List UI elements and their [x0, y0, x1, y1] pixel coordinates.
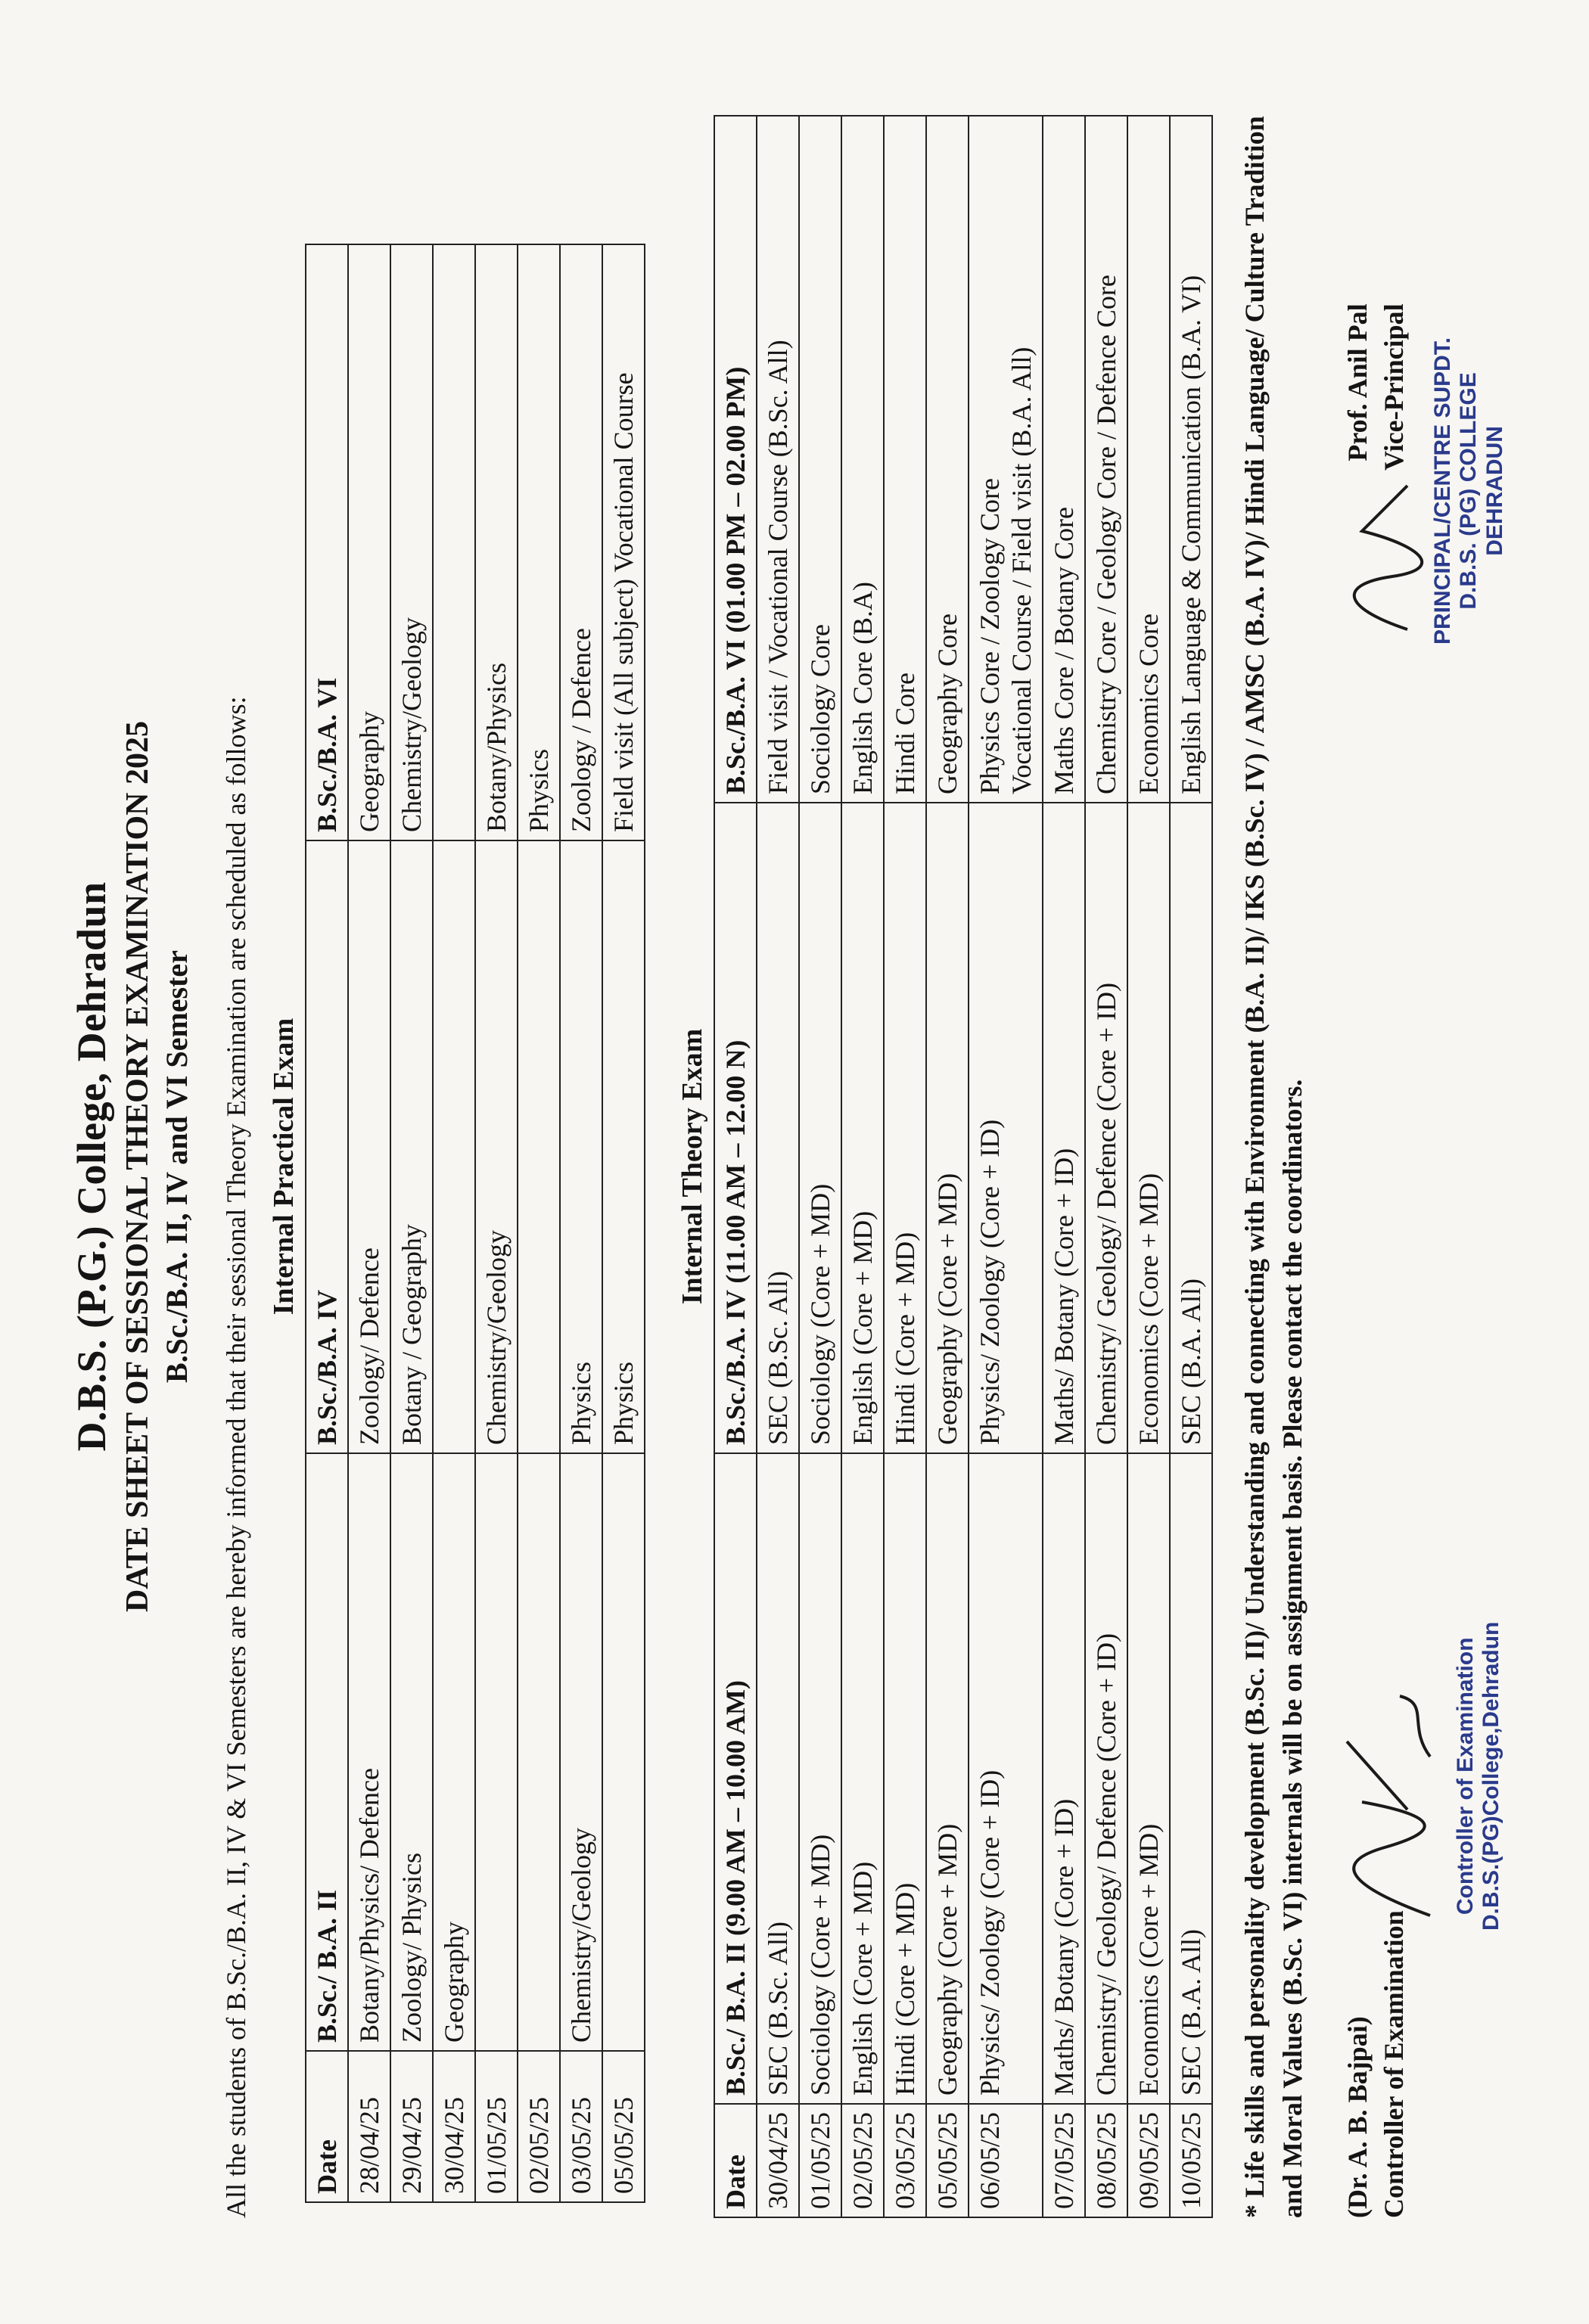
table-row [757, 116, 799, 2217]
table-cell: Hindi Core [884, 116, 926, 803]
table-row [841, 116, 884, 2217]
date-cell: 05/05/25 [602, 2051, 645, 2202]
assignment-note: * Life skills and personality development (B.Sc. II)/ Understanding and connecting with Environment (B.A. II)/ IKS (B.Sc. IV) / AMSC (B.A. IV)/ Hindi Language/ Culture Tradition and Moral Values (B.Sc. VI) internals will be on assignment basis. Please contact the coordinators. [1239, 116, 1308, 2218]
principal-name: Prof. Anil Pal [1342, 303, 1373, 461]
table-cell: Maths/ Botany (Core + ID) [1043, 1453, 1085, 2104]
table-cell: Chemistry Core / Geology Core / Defence Core [1085, 116, 1127, 803]
table-cell: Zoology/ Physics [390, 1453, 433, 2051]
table-row [884, 116, 926, 2217]
table-cell: English Core (B.A) [841, 116, 884, 803]
column-header: Date [306, 2051, 348, 2202]
table-row [602, 244, 645, 2202]
date-cell: 01/05/25 [475, 2051, 518, 2202]
table-cell: Geography (Core + MD) [926, 803, 969, 1453]
date-cell: 30/04/25 [433, 2051, 475, 2202]
table-cell: Hindi (Core + MD) [884, 803, 926, 1453]
controller-name: (Dr. A. B. Bajpai) [1342, 2016, 1373, 2218]
column-header: B.Sc./B.A. VI [306, 244, 348, 840]
practical-exam-table [305, 244, 645, 2203]
table-cell [433, 244, 475, 840]
table-cell: Zoology/ Defence [348, 840, 390, 1453]
table-cell: Chemistry/ Geology/ Defence (Core + ID) [1085, 1453, 1127, 2104]
table-cell: Economics (Core + MD) [1127, 1453, 1170, 2104]
table-row [799, 116, 841, 2217]
date-cell: 07/05/25 [1043, 2104, 1085, 2217]
theory-exam-table [714, 115, 1213, 2218]
table-cell: Geography [433, 1453, 475, 2051]
principal-role: Vice-Principal [1379, 303, 1410, 471]
table-row [1127, 116, 1170, 2217]
table-cell: Field visit / Vocational Course (B.Sc. All) [757, 116, 799, 803]
date-cell: 30/04/25 [757, 2104, 799, 2217]
column-header: B.Sc./ B.A. II (9.00 AM – 10.00 AM) [714, 1453, 757, 2104]
table-cell: SEC (B.Sc. All) [757, 803, 799, 1453]
table-cell: SEC (B.A. All) [1170, 1453, 1212, 2104]
date-cell: 29/04/25 [390, 2051, 433, 2202]
date-cell: 10/05/25 [1170, 2104, 1212, 2217]
college-name: D.B.S. (P.G.) College, Dehradun [69, 881, 114, 1452]
column-header: B.Sc./B.A. VI (01.00 PM – 02.00 PM) [714, 116, 757, 803]
table-cell: Physics/ Zoology (Core + ID) [969, 1453, 1043, 2104]
principal-signature-icon [1324, 471, 1438, 637]
table-row [1043, 116, 1085, 2217]
date-cell: 02/05/25 [518, 2051, 560, 2202]
date-cell: 06/05/25 [969, 2104, 1043, 2217]
table-cell: Botany/Physics/ Defence [348, 1453, 390, 2051]
date-cell: 08/05/25 [1085, 2104, 1127, 2217]
date-cell: 09/05/25 [1127, 2104, 1170, 2217]
table-cell: Chemistry/Geology [560, 1453, 602, 2051]
signature-block [1339, 115, 1589, 2218]
document-subtitle: B.Sc./B.A. II, IV and VI Semester [160, 950, 194, 1383]
table-row [560, 244, 602, 2202]
table-cell: Field visit (All subject) Vocational Course [602, 244, 645, 840]
table-cell: Chemistry/ Geology/ Defence (Core + ID) [1085, 803, 1127, 1453]
table-cell [433, 840, 475, 1453]
table-cell: Chemistry/Geology [390, 244, 433, 840]
date-cell: 03/05/25 [884, 2104, 926, 2217]
table-cell: Maths/ Botany (Core + ID) [1043, 803, 1085, 1453]
date-cell: 01/05/25 [799, 2104, 841, 2217]
principal-stamp: PRINCIPAL/CENTRE SUPDT. D.B.S. (PG) COLLEGE DEHRADUN [1429, 337, 1507, 645]
controller-signatory [1339, 1910, 1413, 2218]
table-cell: Physics [560, 840, 602, 1453]
table-row [390, 244, 433, 2202]
table-cell [602, 1453, 645, 2051]
table-row [433, 244, 475, 2202]
table-cell: Economics Core [1127, 116, 1170, 803]
document-header [68, 115, 194, 2218]
column-header: B.Sc./B.A. IV [306, 840, 348, 1453]
table-cell: Sociology Core [799, 116, 841, 803]
date-cell: 03/05/25 [560, 2051, 602, 2202]
principal-signatory [1339, 303, 1413, 471]
table-cell: English (Core + MD) [841, 1453, 884, 2104]
table-cell: Botany/Physics [475, 244, 518, 840]
table-cell [475, 1453, 518, 2051]
date-cell: 28/04/25 [348, 2051, 390, 2202]
table-row [1085, 116, 1127, 2217]
table-row [969, 116, 1043, 2217]
theory-section-title: Internal Theory Exam [676, 1028, 708, 1305]
table-cell: SEC (B.Sc. All) [757, 1453, 799, 2104]
table-row [518, 244, 560, 2202]
table-cell: Economics (Core + MD) [1127, 803, 1170, 1453]
column-header: B.Sc./B.A. IV (11.00 AM – 12.00 N) [714, 803, 757, 1453]
practical-section-title: Internal Practical Exam [268, 1018, 300, 1316]
table-cell [518, 840, 560, 1453]
table-cell: English Language & Communication (B.A. VI) [1170, 116, 1212, 803]
table-cell: Chemistry/Geology [475, 840, 518, 1453]
table-header-row [714, 116, 757, 2217]
table-cell: Geography Core [926, 116, 969, 803]
column-header: Date [714, 2104, 757, 2217]
table-cell: Physics Core / Zoology Core Vocational Course / Field visit (B.A. All) [969, 116, 1043, 803]
table-cell: English (Core + MD) [841, 803, 884, 1453]
column-header: B.Sc./ B.A. II [306, 1453, 348, 2051]
table-row [1170, 116, 1212, 2217]
table-cell: Physics [602, 840, 645, 1453]
table-cell: Sociology (Core + MD) [799, 803, 841, 1453]
table-cell: Geography (Core + MD) [926, 1453, 969, 2104]
table-cell: Physics/ Zoology (Core + ID) [969, 803, 1043, 1453]
intro-paragraph: All the students of B.Sc./B.A. II, IV & VI Semesters are hereby informed that their sessional Theory Examination are scheduled as follows: [221, 696, 251, 2218]
table-cell: Botany / Geography [390, 840, 433, 1453]
table-cell: Maths Core / Botany Core [1043, 116, 1085, 803]
table-cell [518, 1453, 560, 2051]
date-cell: 05/05/25 [926, 2104, 969, 2217]
table-cell: Geography [348, 244, 390, 840]
table-cell: Physics [518, 244, 560, 840]
controller-signature-icon [1317, 1681, 1468, 1931]
table-header-row [306, 244, 348, 2202]
table-row [475, 244, 518, 2202]
controller-stamp: Controller of Examination D.B.S.(PG)College,Dehradun [1452, 1621, 1504, 1931]
table-cell: Sociology (Core + MD) [799, 1453, 841, 2104]
table-row [348, 244, 390, 2202]
document-title: DATE SHEET OF SESSIONAL THEORY EXAMINATION 2025 [120, 721, 155, 1612]
date-cell: 02/05/25 [841, 2104, 884, 2217]
table-cell: Zoology / Defence [560, 244, 602, 840]
table-row [926, 116, 969, 2217]
document-content [68, 115, 1589, 2218]
table-cell: SEC (B.A. All) [1170, 803, 1212, 1453]
table-cell: Hindi (Core + MD) [884, 1453, 926, 2104]
controller-role: Controller of Examination [1379, 1910, 1410, 2218]
